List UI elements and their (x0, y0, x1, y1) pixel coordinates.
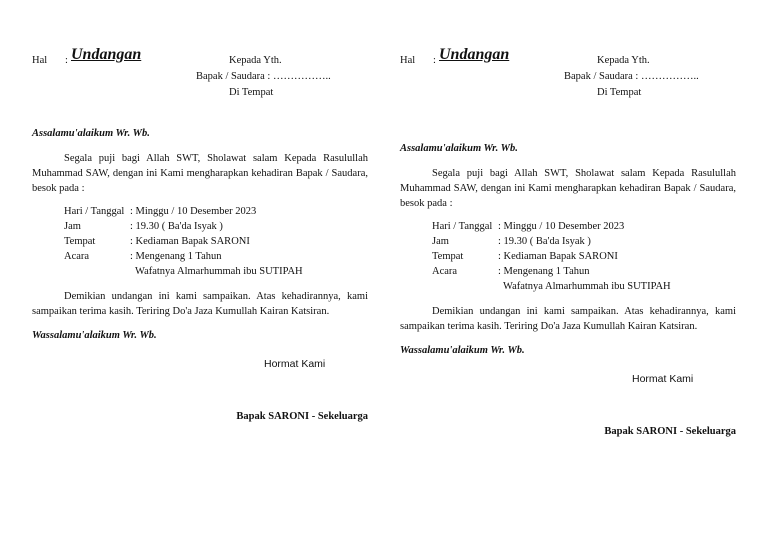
detail-value: : 19.30 ( Ba'da Isyak ) (498, 236, 591, 247)
invitation-letter-right (400, 48, 736, 439)
recipient-name: Bapak / Saudara : …………….. (196, 71, 331, 82)
detail-row (432, 234, 736, 249)
closing-paragraph: Demikian undangan ini kami sampaikan. Atas kehadirannya, kami sampaikan terima kasih. Teriring Do'a Jaza Kumullah Kairan Katsiran. (400, 306, 736, 332)
letter-title: Undangan (71, 46, 142, 63)
detail-row (64, 234, 368, 249)
detail-row (432, 249, 736, 264)
hormat-kami: Hormat Kami (264, 358, 326, 370)
detail-row (64, 249, 368, 264)
detail-value: : 19.30 ( Ba'da Isyak ) (130, 221, 223, 232)
detail-label: Jam (432, 236, 449, 247)
letter-header (32, 48, 368, 102)
signature: Bapak SARONI - Sekeluarga (236, 411, 368, 422)
acara-continuation: Wafatnya Almarhummah ibu SUTIPAH (135, 266, 303, 277)
letter-title: Undangan (439, 46, 510, 63)
detail-label: Tempat (64, 236, 96, 247)
hal-colon: : (65, 55, 68, 66)
detail-row (432, 279, 736, 294)
hormat-kami: Hormat Kami (632, 373, 694, 385)
detail-label: Hari / Tanggal (432, 221, 493, 232)
detail-row (432, 219, 736, 234)
acara-continuation: Wafatnya Almarhummah ibu SUTIPAH (503, 281, 671, 292)
detail-value: : Minggu / 10 Desember 2023 (498, 221, 625, 232)
hal-colon: : (433, 55, 436, 66)
recipient-kepada: Kepada Yth. (229, 55, 282, 66)
closing-salam: Wassalamu'alaikum Wr. Wb. (32, 330, 157, 341)
event-details (432, 219, 736, 294)
detail-value: : Mengenang 1 Tahun (130, 251, 222, 262)
detail-value: : Minggu / 10 Desember 2023 (130, 206, 257, 217)
recipient-kepada: Kepada Yth. (597, 55, 650, 66)
recipient-name: Bapak / Saudara : …………….. (564, 71, 699, 82)
signature: Bapak SARONI - Sekeluarga (604, 426, 736, 437)
detail-label: Acara (64, 251, 90, 262)
recipient-place: Di Tempat (229, 87, 274, 98)
detail-row (64, 264, 368, 279)
detail-value: : Kediaman Bapak SARONI (498, 251, 618, 262)
detail-value: : Mengenang 1 Tahun (498, 266, 590, 277)
event-details (64, 204, 368, 279)
letter-header (400, 48, 736, 102)
closing-salam: Wassalamu'alaikum Wr. Wb. (400, 345, 525, 356)
detail-label: Acara (432, 266, 458, 277)
opening-salam: Assalamu'alaikum Wr. Wb. (32, 128, 150, 139)
detail-row (64, 219, 368, 234)
opening-salam: Assalamu'alaikum Wr. Wb. (400, 143, 518, 154)
detail-label: Hari / Tanggal (64, 206, 125, 217)
hal-label: Hal (32, 55, 48, 66)
detail-label: Tempat (432, 251, 464, 262)
closing-paragraph: Demikian undangan ini kami sampaikan. Atas kehadirannya, kami sampaikan terima kasih. Teriring Do'a Jaza Kumullah Kairan Katsiran. (32, 291, 368, 317)
detail-value: : Kediaman Bapak SARONI (130, 236, 250, 247)
detail-row (432, 264, 736, 279)
recipient-place: Di Tempat (597, 87, 642, 98)
opening-paragraph: Segala puji bagi Allah SWT, Sholawat salam Kepada Rasulullah Muhammad SAW, dengan ini Kami mengharapkan kehadiran Bapak / Saudara, besok pada : (400, 168, 736, 209)
hal-label: Hal (400, 55, 416, 66)
invitation-letter-left (32, 48, 368, 424)
detail-label: Jam (64, 221, 81, 232)
detail-row (64, 204, 368, 219)
opening-paragraph: Segala puji bagi Allah SWT, Sholawat salam Kepada Rasulullah Muhammad SAW, dengan ini Kami mengharapkan kehadiran Bapak / Saudara, besok pada : (32, 153, 368, 194)
